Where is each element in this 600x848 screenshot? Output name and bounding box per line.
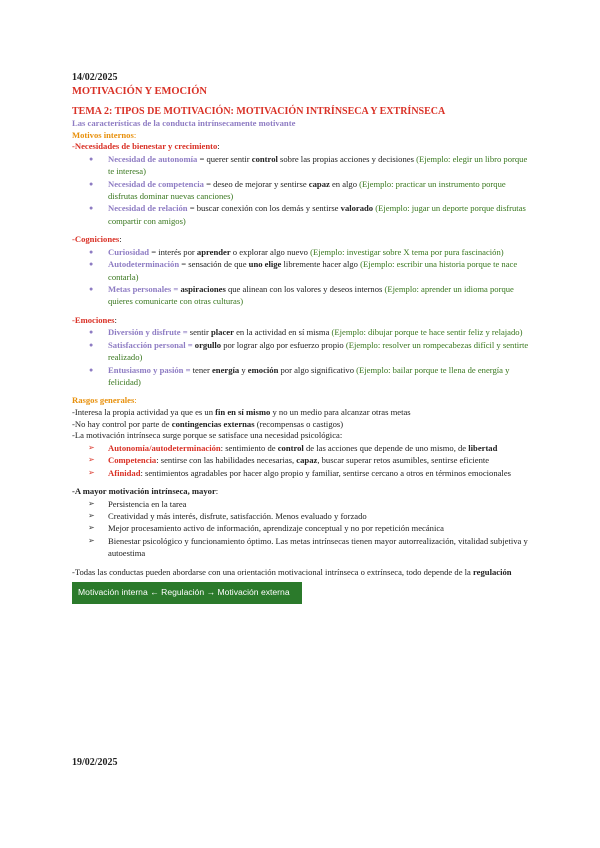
arrow-bullet-icon: ➢ [88,467,95,477]
list-item: ● Necesidad de autonomía = querer sentir control sobre las propias acciones y decisiones (Ejemplo: elegir un libro porque te interesa) [72,153,532,178]
date-heading: 14/02/2025 [72,72,118,83]
list-item: ● Metas personales = aspiraciones que alinean con los valores y deseos internos (Ejemplo: aprender un idioma porque quieres comunicarte con otras culturas) [72,283,532,308]
footer-date: 19/02/2025 [72,757,118,768]
group-heading-cogniciones: -Cogniciones: [72,234,122,245]
list-item: ● Diversión y disfrute = sentir placer en la actividad en sí misma (Ejemplo: dibujar porque te hace sentir feliz y relajado) [72,326,532,338]
emociones-list [72,326,532,388]
arrow-bullet-icon: ➢ [88,511,95,521]
arrow-bullet-icon: ➢ [88,455,95,465]
arrow-bullet-icon: ➢ [88,498,95,508]
needs-list [72,442,532,479]
rasgos-line-3: -La motivación intrínseca surge porque se satisface una necesidad psicológica: [72,430,343,441]
rasgos-line-1: -Interesa la propia actividad ya que es un fin en sí mismo y no un medio para alcanzar otras metas [72,407,411,418]
list-item: ● Curiosidad = interés por aprender o explorar algo nuevo (Ejemplo: investigar sobre X tema por pura fascinación) [72,246,532,258]
page-title: MOTIVACIÓN Y EMOCIÓN [72,86,207,97]
list-item: ➢ Creatividad y más interés, disfrute, satisfacción. Menos evaluado y forzado [88,511,367,522]
arrow-bullet-icon: ➢ [88,535,95,545]
document-page [72,72,532,604]
list-item: ● Autodeterminación = sensación de que uno elige libremente hacer algo (Ejemplo: escribir una historia porque te nace contarla) [72,258,532,283]
motivos-heading: Motivos internos: [72,129,137,140]
list-item: ● Satisfacción personal = orgullo por lograr algo por esfuerzo propio (Ejemplo: resolver un rompecabezas difícil y sentirte realizado) [72,339,532,364]
list-item: ➢ Mejor procesamiento activo de información, aprendizaje conceptual y no por repetición mecánica [88,523,444,534]
arrow-bullet-icon: ➢ [88,523,95,533]
topic-heading: TEMA 2: TIPOS DE MOTIVACIÓN: MOTIVACIÓN INTRÍNSECA Y EXTRÍNSECA [72,106,446,117]
necesidades-list [72,153,532,227]
list-item: ● Necesidad de relación = buscar conexión con los demás y sentirse valorado (Ejemplo: jugar un deporte porque disfrutas compartir con amigos) [72,202,532,227]
arrow-bullet-icon: ➢ [88,442,95,452]
mayor-heading: -A mayor motivación intrínseca, mayor: [72,486,219,497]
list-item: ● Entusiasmo y pasión = tener energía y emoción por algo significativo (Ejemplo: bailar porque te llena de energía y felicidad) [72,364,532,389]
mayor-list [72,498,532,560]
list-item: ● Necesidad de competencia = deseo de mejorar y sentirse capaz en algo (Ejemplo: practicar un instrumento porque disfrutas dominar nuevas canciones) [72,178,532,203]
regulation-box: Motivación interna ← Regulación → Motivación externa [72,582,302,604]
cogniciones-list [72,246,532,308]
rasgos-heading: Rasgos generales: [72,395,137,406]
conclusion-text: -Todas las conductas pueden abordarse con una orientación motivacional intrínseca o extrínseca, todo depende de la regulación [72,566,512,577]
list-item: ➢ Afinidad: sentimientos agradables por hacer algo propio y familiar, sentirse cercano a otros en términos emocionales [88,467,511,478]
group-heading-necesidades: -Necesidades de bienestar y crecimiento: [72,141,220,152]
list-item: ➢ Competencia: sentirse con las habilidades necesarias, capaz, buscar superar retos asumibles, sentirse eficiente [88,455,490,466]
list-item: ➢ Persistencia en la tarea [88,498,187,509]
list-item: ➢ Autonomía/autodeterminación: sentimiento de control de las acciones que depende de uno mismo, de libertad [88,442,498,453]
list-item: ➢ Bienestar psicológico y funcionamiento óptimo. Las metas intrínsecas tienen mayor autorrealización, vitalidad subjetiva y autoestima [88,535,528,559]
subtitle-heading: Las características de la conducta intrínsecamente motivante [72,118,296,128]
rasgos-line-2: -No hay control por parte de contingencias externas (recompensas o castigos) [72,418,344,429]
group-heading-emociones: -Emociones: [72,314,117,325]
